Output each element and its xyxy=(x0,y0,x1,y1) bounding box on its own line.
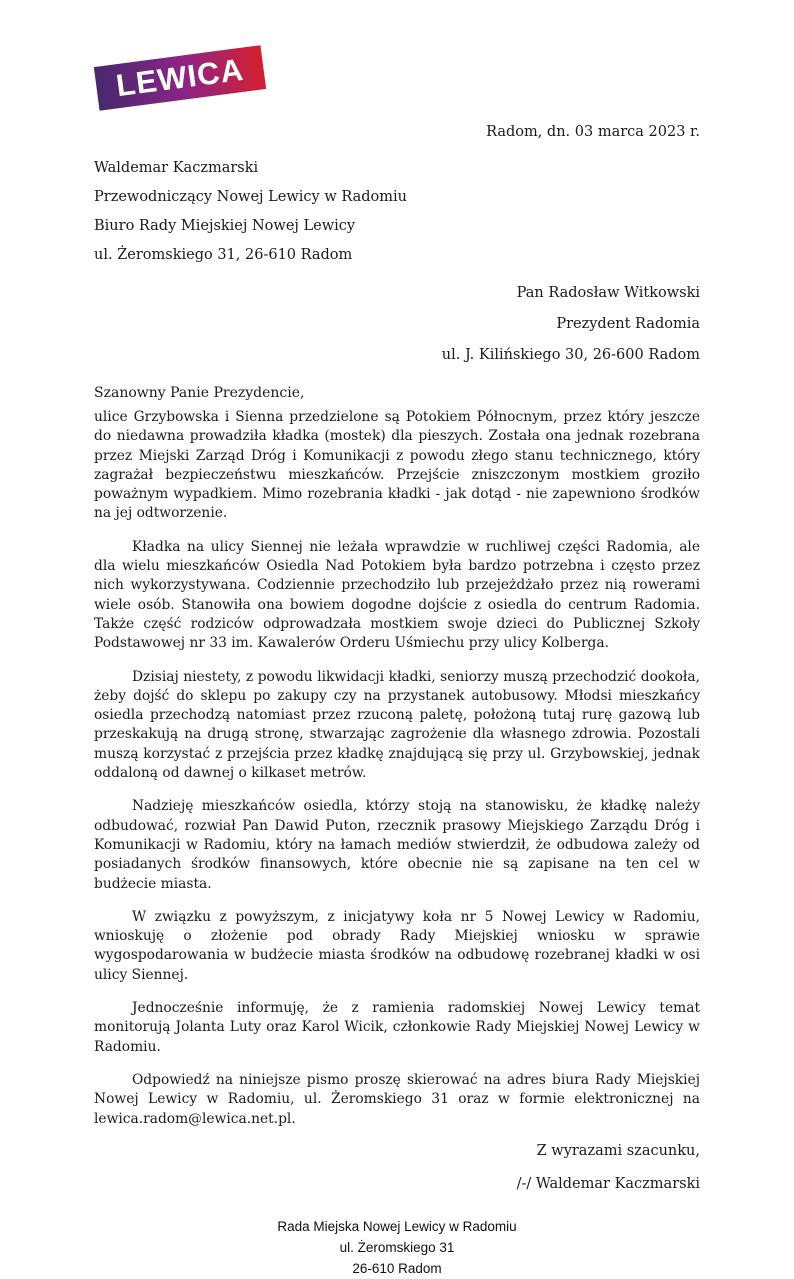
lewica-logo xyxy=(94,45,266,111)
recipient-block xyxy=(94,278,700,371)
footer-city: 26-610 Radom xyxy=(352,1260,442,1276)
lewica-logo-text: LEWICA xyxy=(113,51,246,103)
paragraph-7: Odpowiedź na niniejsze pismo proszę skierować na adres biura Rady Miejskiej Nowej Lewicy w Radomiu, ul. Żeromskiego 31 oraz w formie elektronicznej na lewica.radom@lewica.net.pl. xyxy=(94,1071,700,1127)
letter-body xyxy=(94,408,700,1129)
signature: /-/ Waldemar Kaczmarski xyxy=(516,1175,700,1192)
sender-address: ul. Żeromskiego 31, 26-610 Radom xyxy=(94,247,353,263)
valediction: Z wyrazami szacunku, xyxy=(536,1142,700,1159)
paragraph-3: Dzisiaj niestety, z powodu likwidacji kładki, seniorzy muszą przechodzić dookoła, żeby dojść do sklepu po zakupy czy na przystanek autobusowy. Młodsi mieszkańcy osiedla przechodzą natomiast przez rzuconą paletę, położoną tutaj rurę gazową lub przeskakują na drugą stronę, stwarzając zagrożenie dla własnego zdrowia. Pozostali muszą korzystać z przejścia przez kładkę znajdującą się przy ul. Grzybowskiej, jednak oddaloną od dawnej o kilkaset metrów. xyxy=(94,668,700,782)
sender-title: Przewodniczący Nowej Lewicy w Radomiu xyxy=(94,189,407,205)
recipient-title: Prezydent Radomia xyxy=(556,316,700,332)
paragraph-2: Kładka na ulicy Siennej nie leżała wprawdzie w ruchliwej części Radomia, ale dla wielu mieszkańców Osiedla Nad Potokiem była bardzo potrzebna i często przez nich wykorzystywana. Codziennie przechodziło lub przejeżdżało przez nią rowerami wiele osób. Stanowiła ona bowiem dogodne dojście z osiedla do centrum Radomia. Także część rodziców odprowadzała mostkiem swoje dzieci do Publicznej Szkoły Podstawowej nr 33 im. Kawalerów Orderu Uśmiechu przy ulicy Kolberga. xyxy=(94,538,700,652)
paragraph-1: ulice Grzybowska i Sienna przedzielone są Potokiem Północnym, przez który jeszcze do niedawna prowadziła kładka (mostek) dla pieszych. Została ona jednak rozebrana przez Miejski Zarząd Dróg i Komunikacji z powodu złego stanu technicznego, który zagrażał bezpieczeństwu mieszkańców. Przejście zniszczonym mostkiem groziło poważnym wypadkiem. Mimo rozebrania kładki - jak dotąd - nie zapewniono środków na jej odtworzenie. xyxy=(94,409,700,522)
closing-block xyxy=(94,1143,700,1192)
recipient-address: ul. J. Kilińskiego 30, 26-600 Radom xyxy=(441,347,700,363)
paragraph-4: Nadzieję mieszkańców osiedla, którzy stoją na stanowisku, że kładkę należy odbudować, rozwiał Pan Dawid Puton, rzecznik prasowy Miejskiego Zarządu Dróg i Komunikacji w Radomiu, który na łamach mediów stwierdził, że odbudowa zależy od posiadanych środków finansowych, które obecnie nie są zapisane na ten cel w budżecie miasta. xyxy=(94,798,700,892)
paragraph-6: Jednocześnie informuję, że z ramienia radomskiej Nowej Lewicy temat monitorują Jolanta Luty oraz Karol Wicik, członkowie Rady Miejskiej Nowej Lewicy w Radomiu. xyxy=(94,1000,700,1055)
footer-org: Rada Miejska Nowej Lewicy w Radomiu xyxy=(277,1218,517,1234)
date-line: Radom, dn. 03 marca 2023 r. xyxy=(486,124,700,140)
footer-street: ul. Żeromskiego 31 xyxy=(339,1239,455,1255)
logo-area xyxy=(94,42,700,116)
paragraph-5: W związku z powyższym, z inicjatywy koła nr 5 Nowej Lewicy w Radomiu, wnioskuję o złożenie pod obrady Rady Miejskiej wniosku w sprawie wygospodarowania w budżecie miasta środków na odbudowę rozebranej kładki w osi ulicy Siennej. xyxy=(94,908,700,983)
recipient-name: Pan Radosław Witkowski xyxy=(516,285,700,301)
sender-block xyxy=(94,154,700,270)
sender-office: Biuro Rady Miejskiej Nowej Lewicy xyxy=(94,218,356,234)
sender-name: Waldemar Kaczmarski xyxy=(94,160,259,176)
footer-block xyxy=(94,1216,700,1279)
salutation: Szanowny Panie Prezydencie, xyxy=(94,385,305,401)
